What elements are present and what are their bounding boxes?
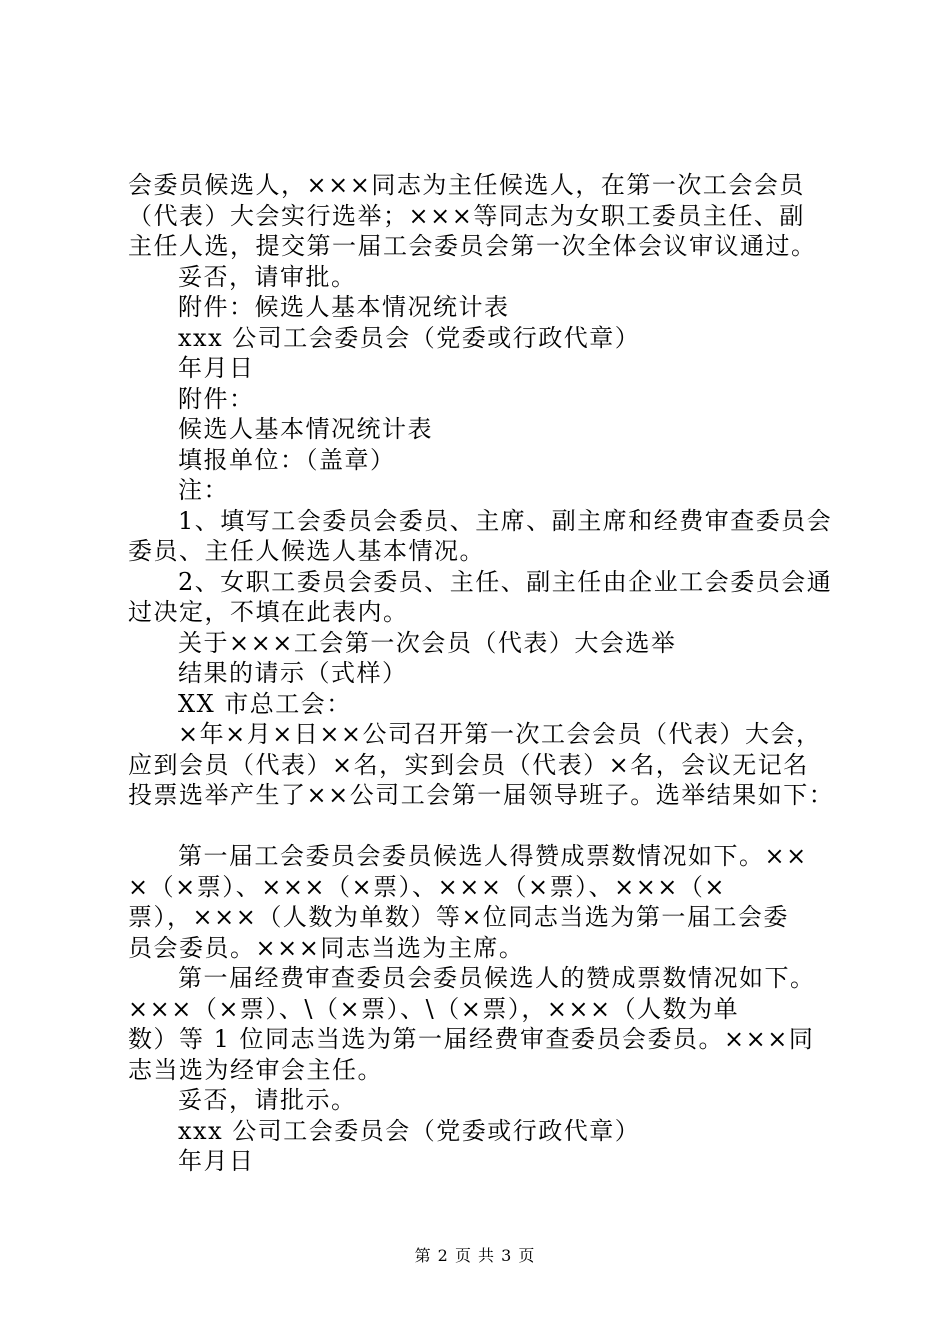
document-body <box>128 170 848 1177</box>
signature-line: xxx 公司工会委员会（党委或行政代章） <box>178 1116 641 1145</box>
paragraph-line: 填报单位：（盖章） <box>178 445 396 474</box>
section-title: 关于×××工会第一次会员（代表）大会选举 <box>178 628 677 657</box>
paragraph-line: 主任人选，提交第一届工会委员会第一次全体会议审议通过。 <box>128 232 817 260</box>
section-title: 结果的请示（式样） <box>178 659 408 687</box>
paragraph-line: 志当选为经审会主任。 <box>128 1055 383 1084</box>
paragraph-line: 注： <box>178 476 229 504</box>
date-line: 年月日 <box>178 1147 255 1175</box>
paragraph-line: 第一届经费审查委员会委员候选人的赞成票数情况如下。 <box>178 964 816 992</box>
paragraph-line: 候选人基本情况统计表 <box>178 415 433 443</box>
paragraph-line: 2、女职工委员会委员、主任、副主任由企业工会委员会通 <box>178 567 833 596</box>
page-footer: 第 2 页 共 3 页 <box>414 1246 536 1265</box>
paragraph-line: （代表）大会实行选举；×××等同志为女职工委员主任、副 <box>128 201 805 230</box>
paragraph-line: 妥否，请批示。 <box>178 1086 357 1114</box>
signature-line: xxx 公司工会委员会（党委或行政代章） <box>178 323 641 352</box>
paragraph-line: 委员、主任人候选人基本情况。 <box>128 537 485 565</box>
blank-line <box>128 811 848 842</box>
paragraph-line: 应到会员（代表）×名，实到会员（代表）×名，会议无记名 <box>128 750 809 779</box>
date-line: 年月日 <box>178 354 255 382</box>
paragraph-line: 第一届工会委员会委员候选人得赞成票数情况如下。×× <box>178 842 808 870</box>
paragraph-line: 妥否，请审批。 <box>178 262 357 291</box>
paragraph-line: ×年×月×日××公司召开第一次工会会员（代表）大会， <box>178 720 822 748</box>
paragraph-line: 附件：候选人基本情况统计表 <box>178 293 510 321</box>
paragraph-line: 数）等 1 位同志当选为第一届经费审查委员会委员。×××同 <box>128 1025 815 1053</box>
paragraph-line: ×（×票）、×××（×票）、×××（×票）、×××（× <box>128 872 727 901</box>
paragraph-line: 1、填写工会委员会委员、主席、副主席和经费审查委员会 <box>178 506 833 535</box>
addressee: XX 市总工会： <box>178 689 352 718</box>
paragraph-line: 票），×××（人数为单数）等×位同志当选为第一届工会委 <box>128 903 789 931</box>
paragraph-line: 过决定，不填在此表内。 <box>128 598 409 626</box>
paragraph-line: 投票选举产生了××公司工会第一届领导班子。选举结果如下： <box>128 781 835 809</box>
paragraph-line: 附件： <box>178 384 255 413</box>
paragraph-line: 会委员候选人，×××同志为主任候选人，在第一次工会会员 <box>128 171 805 199</box>
paragraph-line: 员会委员。×××同志当选为主席。 <box>128 933 525 962</box>
paragraph-line: ×××（×票）、\（×票）、\（×票），×××（人数为单 <box>128 994 740 1023</box>
